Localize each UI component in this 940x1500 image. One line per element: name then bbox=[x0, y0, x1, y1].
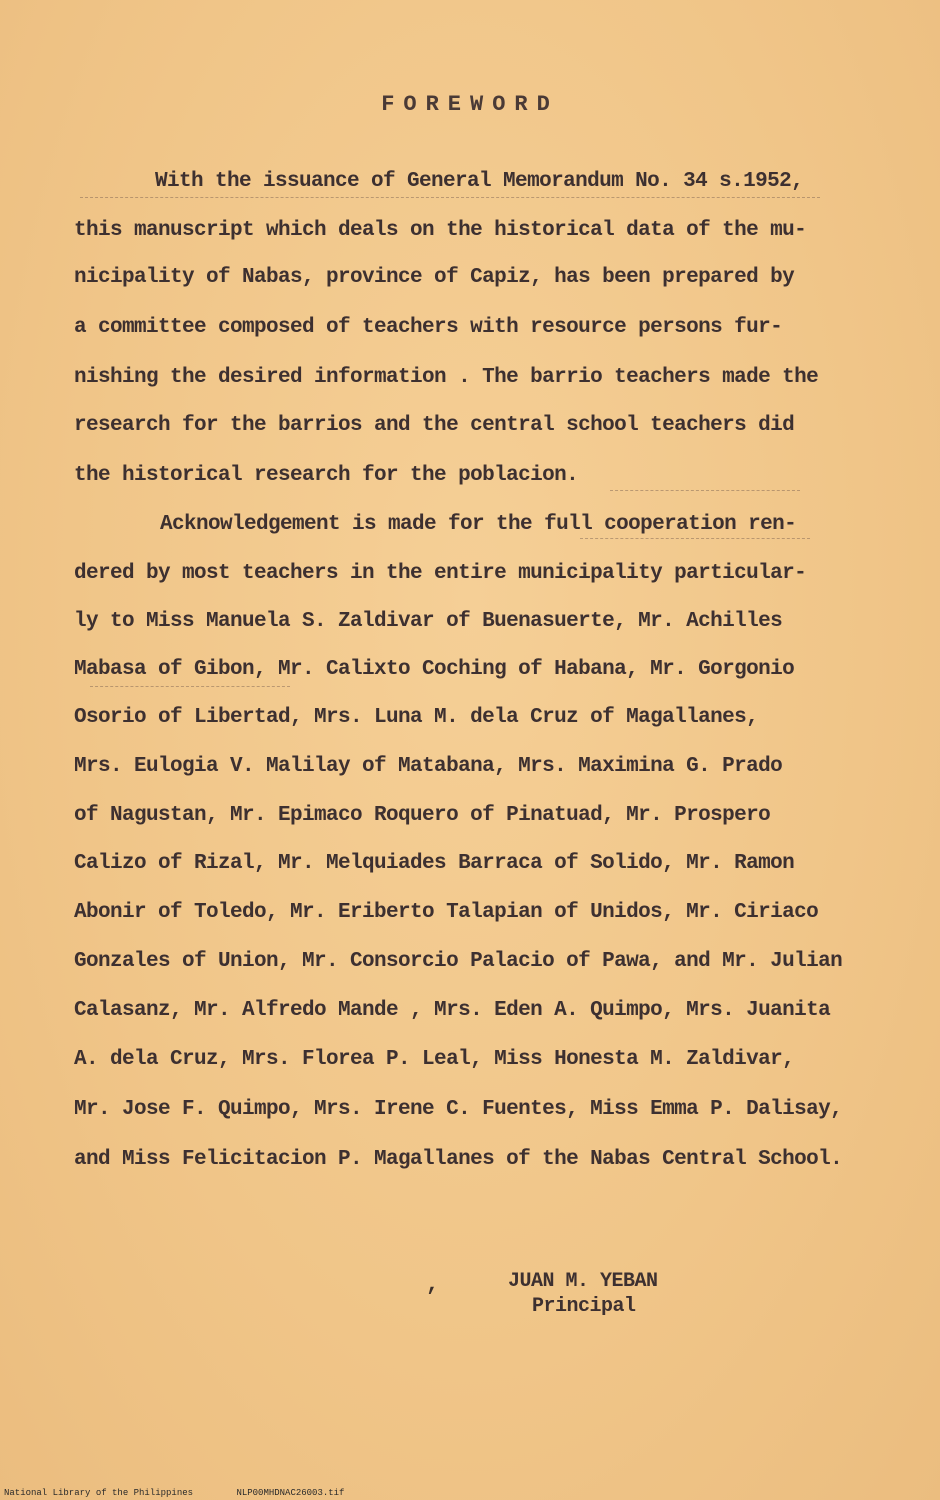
library-label: National Library of the Philippines bbox=[4, 1488, 194, 1498]
text-line: the historical research for the poblacion. bbox=[74, 464, 579, 487]
text-line: and Miss Felicitacion P. Magallanes of the Nabas Central School. bbox=[74, 1148, 843, 1171]
document-title: FOREWORD bbox=[381, 92, 559, 117]
text-line: ly to Miss Manuela S. Zaldivar of Buenasuerte, Mr. Achilles bbox=[74, 610, 783, 633]
text-line: Mrs. Eulogia V. Malilay of Matabana, Mrs. Maximina G. Prado bbox=[74, 755, 783, 778]
signatory-name: JUAN M. YEBAN bbox=[508, 1270, 658, 1293]
scan-footer bbox=[4, 1488, 382, 1498]
text-line: Osorio of Libertad, Mrs. Luna M. dela Cruz of Magallanes, bbox=[74, 706, 759, 729]
text-line: Acknowledgement is made for the full cooperation ren- bbox=[160, 513, 797, 536]
file-name: NLP00MHDNAC26003.tif bbox=[236, 1488, 345, 1498]
text-line: With the issuance of General Memorandum No. 34 s.1952, bbox=[155, 170, 804, 193]
signatory-position: Principal bbox=[532, 1295, 636, 1318]
text-line: Mr. Jose F. Quimpo, Mrs. Irene C. Fuentes, Miss Emma P. Dalisay, bbox=[74, 1098, 843, 1121]
text-line: of Nagustan, Mr. Epimaco Roquero of Pinatuad, Mr. Prospero bbox=[74, 804, 771, 827]
text-line: Calizo of Rizal, Mr. Melquiades Barraca of Solido, Mr. Ramon bbox=[74, 852, 795, 875]
text-line: Mabasa of Gibon, Mr. Calixto Coching of Habana, Mr. Gorgonio bbox=[74, 658, 795, 681]
typewriter-guide-line bbox=[90, 686, 290, 687]
text-line: Gonzales of Union, Mr. Consorcio Palacio of Pawa, and Mr. Julian bbox=[74, 950, 843, 973]
text-line: research for the barrios and the central school teachers did bbox=[74, 414, 795, 437]
typewriter-guide-line bbox=[80, 197, 820, 198]
signature-comma: , bbox=[426, 1272, 440, 1297]
text-line: Calasanz, Mr. Alfredo Mande , Mrs. Eden A. Quimpo, Mrs. Juanita bbox=[74, 999, 831, 1022]
text-line: this manuscript which deals on the historical data of the mu- bbox=[74, 219, 807, 242]
typewriter-guide-line bbox=[580, 538, 810, 539]
typewriter-guide-line bbox=[610, 490, 800, 491]
text-line: nicipality of Nabas, province of Capiz, has been prepared by bbox=[74, 266, 795, 289]
text-line: Abonir of Toledo, Mr. Eriberto Talapian of Unidos, Mr. Ciriaco bbox=[74, 901, 819, 924]
text-line: A. dela Cruz, Mrs. Florea P. Leal, Miss Honesta M. Zaldivar, bbox=[74, 1048, 795, 1071]
text-line: nishing the desired information . The barrio teachers made the bbox=[74, 366, 819, 389]
text-line: a committee composed of teachers with resource persons fur- bbox=[74, 316, 783, 339]
text-line: dered by most teachers in the entire municipality particular- bbox=[74, 562, 807, 585]
